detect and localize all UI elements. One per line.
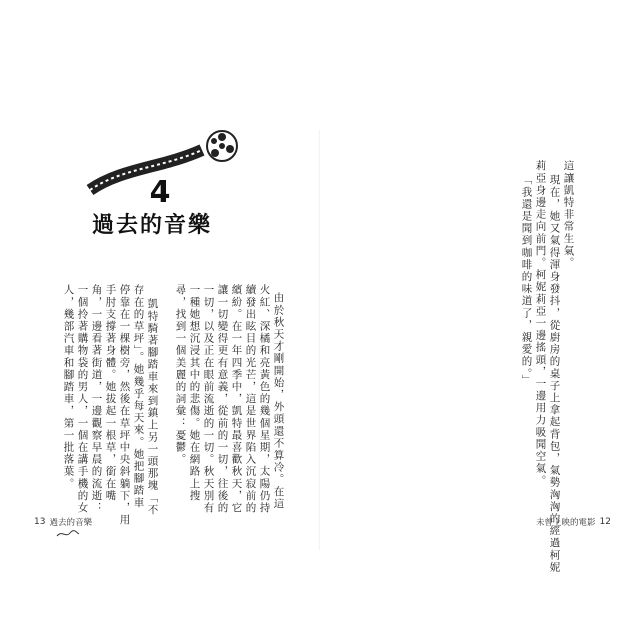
running-head: 未曾上映的電影 xyxy=(536,518,596,528)
right-page xyxy=(320,0,640,640)
body-line: 一切，以及正在眼前流逝的一切。秋天別有 xyxy=(202,284,215,514)
page-footer xyxy=(536,512,611,532)
body-line: 「我還是聞到咖啡的味道了，親愛的。」 xyxy=(520,174,533,387)
body-line: 讓一切變得更有意義，從前的一切，往後的 xyxy=(216,284,229,514)
body-line: 尋，找到一個美麗的詞彙：憂鬱。 xyxy=(174,284,187,466)
page-number: 13 xyxy=(34,517,46,527)
body-line: 人，幾部汽車和腳踏車，第一批落葉。 xyxy=(62,284,75,490)
running-head: 過去的音樂 xyxy=(49,518,92,528)
body-line: 存在的草坪」。她幾乎每天來。她把腳踏車 xyxy=(132,284,145,509)
body-line: 一個拎著購物袋的男人，一個在講手機的女 xyxy=(76,284,89,514)
swash-ornament-icon xyxy=(56,530,80,538)
body-line: 由於秋天才剛開始，外頭還不算冷。在這 xyxy=(272,292,285,510)
body-line: 繽紛。在一年四季中，凱特最喜歡秋天，它 xyxy=(230,284,243,514)
page-footer xyxy=(34,512,92,532)
body-line: 一種她想沉浸其中的悲傷。她在網路上搜 xyxy=(188,284,201,502)
body-line: 凱特騎著腳踏車來到鎮上另一頭那塊「不 xyxy=(146,298,159,516)
body-line: 這讓凱特非常生氣。 xyxy=(562,160,575,269)
body-line: 莉亞身邊走向前門。柯妮莉亞一邊搖頭，一邊用力吸聞空氣。 xyxy=(534,160,547,487)
body-line: 現在，她又氣得渾身發抖，從廚房的桌子上拿起背包，氣勢洶洶的經過柯妮 xyxy=(548,174,561,574)
body-line: 停靠在一棵樹旁，然後在草坪中央斜躺下，用 xyxy=(118,284,131,526)
body-line: 火紅、深橘和亮黃色的幾個星期，太陽仍持 xyxy=(258,284,271,514)
chapter-title: 過去的音樂 xyxy=(92,213,213,238)
body-line: 角，一邊看著街道，一邊觀察早晨的流逝： xyxy=(90,284,103,514)
chapter-number: 4 xyxy=(149,175,171,210)
page-number: 12 xyxy=(599,517,611,527)
body-line: 續發出眩目的光芒，這是世界陷入沉寂前的 xyxy=(244,284,257,514)
body-line: 手肘支撐著身體。她拔起一根草，銜在嘴 xyxy=(104,284,117,502)
